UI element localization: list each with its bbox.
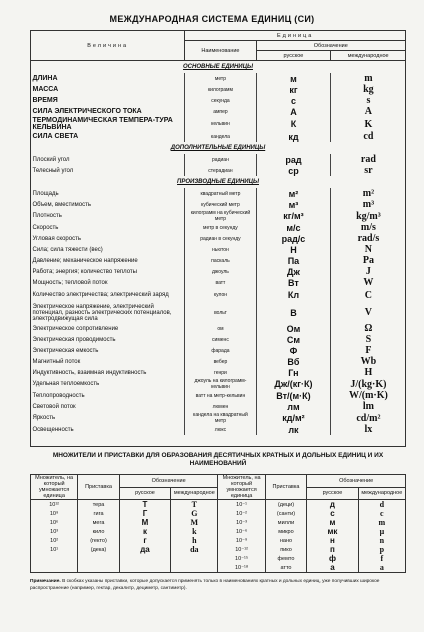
multiplier-cell-m1: 10⁹ <box>31 509 78 518</box>
multiplier-cell-p2: микро <box>265 527 307 536</box>
multipliers-title: МНОЖИТЕЛИ И ПРИСТАВКИ ДЛЯ ОБРАЗОВАНИЯ ДЕСЯТИЧНЫХ КРАТНЫХ И ДОЛЬНЫХ ЕДИНИЦ И ИХ НАИМЕНОВАНИЙ <box>52 452 384 467</box>
unit-name-cell: кулон <box>185 288 256 302</box>
table-row <box>31 233 406 244</box>
multiplier-cell-p2: атто <box>265 563 307 573</box>
header-designation: Обозначение <box>256 41 405 51</box>
multiplier-cell-r1 <box>119 563 170 573</box>
unit-name-cell: радиан в секунду <box>185 233 256 244</box>
multiplier-row <box>31 554 406 563</box>
international-symbol-cell: m <box>331 73 406 84</box>
international-symbol-cell: cd <box>331 131 406 142</box>
table-row <box>31 154 406 165</box>
table-row <box>31 222 406 233</box>
international-symbol-cell: m³ <box>331 199 406 210</box>
multiplier-cell-i2: f <box>358 554 405 563</box>
russian-symbol-cell: ср <box>256 165 331 176</box>
mult-header-russian-2: русское <box>307 487 358 500</box>
quantity-cell: Сила; сила тяжести (вес) <box>32 246 103 253</box>
international-symbol-cell: F <box>331 345 406 356</box>
header-name: Наименование <box>185 41 256 61</box>
table-row <box>31 367 406 378</box>
multiplier-cell-m2: 10⁻² <box>218 509 265 518</box>
multiplier-cell-i2: d <box>358 500 405 510</box>
quantity-cell: Площадь <box>32 190 59 197</box>
multiplier-cell-m1 <box>31 563 78 573</box>
russian-symbol-cell: кг <box>256 84 331 95</box>
mult-header-prefix-2: Приставка <box>265 475 307 500</box>
international-symbol-cell: A <box>331 106 406 117</box>
table-row <box>31 390 406 401</box>
table-row <box>31 131 406 142</box>
section-title: ДОПОЛНИТЕЛЬНЫЕ ЕДИНИЦЫ <box>170 145 266 151</box>
russian-symbol-cell: лк <box>256 424 331 435</box>
quantity-cell: МАССА <box>32 86 59 93</box>
russian-symbol-cell: м² <box>256 188 331 199</box>
multiplier-cell-p2: нано <box>265 536 307 545</box>
multiplier-cell-r2: мк <box>307 527 358 536</box>
multiplier-cell-m1: 10³ <box>31 527 78 536</box>
section-header-row <box>31 142 406 154</box>
international-symbol-cell: H <box>331 367 406 378</box>
russian-symbol-cell: К <box>256 117 331 131</box>
international-symbol-cell: S <box>331 334 406 345</box>
multiplier-cell-i1: k <box>171 527 218 536</box>
multiplier-cell-p2: (санти) <box>265 509 307 518</box>
unit-name-cell: килограмм <box>185 84 256 95</box>
international-symbol-cell: lm <box>331 401 406 412</box>
unit-name-cell: стерадиан <box>185 165 256 176</box>
quantity-cell: Электрическая проводимость <box>32 336 116 343</box>
unit-name-cell: джоуль на килограмм-кельвин <box>185 378 256 390</box>
note-text: В скобках указаны приставки, которые допускается применять только в наименованиях кратных и дольных единиц, уже получивших широкое распространение (например, гектар, декалитр, дециметр, сантиметр). <box>30 579 380 591</box>
international-symbol-cell: rad <box>331 154 406 165</box>
international-symbol-cell: lx <box>331 424 406 435</box>
international-symbol-cell: kg <box>331 84 406 95</box>
quantity-cell: Телесный угол <box>32 167 74 174</box>
multiplier-cell-m2: 10⁻⁹ <box>218 536 265 545</box>
table-row <box>31 401 406 412</box>
international-symbol-cell: N <box>331 244 406 255</box>
quantity-cell: Плоский угол <box>32 156 70 163</box>
unit-name-cell: паскаль <box>185 255 256 266</box>
multiplier-cell-p1: (гекто) <box>78 536 120 545</box>
unit-name-cell: ньютон <box>185 244 256 255</box>
mult-header-designation-2: Обозначение <box>307 475 406 488</box>
multiplier-cell-r2: п <box>307 545 358 554</box>
table-row <box>31 302 406 323</box>
header-quantity: Величина <box>31 31 185 61</box>
multiplier-cell-m1: 10¹² <box>31 500 78 510</box>
unit-name-cell: вебер <box>185 356 256 367</box>
multiplier-cell-i2: μ <box>358 527 405 536</box>
quantity-cell: СИЛА ЭЛЕКТРИЧЕСКОГО ТОКА <box>32 108 142 115</box>
multiplier-cell-i1 <box>171 554 218 563</box>
multiplier-cell-p1 <box>78 563 120 573</box>
quantity-cell: ТЕРМОДИНАМИЧЕСКАЯ ТЕМПЕРА-ТУРА КЕЛЬВИНА <box>32 117 173 131</box>
russian-symbol-cell: См <box>256 334 331 345</box>
russian-symbol-cell: Ом <box>256 323 331 334</box>
multiplier-cell-m2: 10⁻³ <box>218 518 265 527</box>
multiplier-cell-m1 <box>31 554 78 563</box>
multiplier-cell-r1 <box>119 554 170 563</box>
multiplier-cell-r1: М <box>119 518 170 527</box>
multiplier-cell-p2: фемто <box>265 554 307 563</box>
multiplier-cell-p1: мега <box>78 518 120 527</box>
page-title: МЕЖДУНАРОДНАЯ СИСТЕМА ЕДИНИЦ (СИ) <box>109 14 315 24</box>
quantity-cell: Электрическая емкость <box>32 347 99 354</box>
russian-symbol-cell: кг/м³ <box>256 210 331 222</box>
russian-symbol-cell: м³ <box>256 199 331 210</box>
multiplier-cell-i1: h <box>171 536 218 545</box>
quantity-cell: Яркость <box>32 415 56 421</box>
russian-symbol-cell: м/с <box>256 222 331 233</box>
multipliers-body <box>31 500 406 573</box>
multiplier-cell-p1: (дека) <box>78 545 120 554</box>
si-table-body <box>31 61 406 436</box>
quantity-cell: Угловая скорость <box>32 235 81 242</box>
table-row <box>31 345 406 356</box>
quantity-cell: Давление; механическое напряжение <box>32 257 138 264</box>
table-row <box>31 210 406 222</box>
unit-name-cell: килограмм на кубический метр <box>185 210 256 222</box>
international-symbol-cell: kg/m³ <box>331 210 406 222</box>
table-row <box>31 117 406 131</box>
quantity-cell: Количество электричества; электрический заряд <box>32 292 169 298</box>
unit-name-cell: квадратный метр <box>185 188 256 199</box>
unit-name-cell: вольт <box>185 302 256 323</box>
table-row <box>31 188 406 199</box>
russian-symbol-cell: Н <box>256 244 331 255</box>
multiplier-cell-i1: T <box>171 500 218 510</box>
russian-symbol-cell: кд/м² <box>256 412 331 424</box>
international-symbol-cell: V <box>331 302 406 323</box>
international-symbol-cell: sr <box>331 165 406 176</box>
header-russian: русское <box>256 51 331 61</box>
multiplier-cell-r2: д <box>307 500 358 510</box>
unit-name-cell: секунда <box>185 95 256 106</box>
multiplier-cell-p2: милли <box>265 518 307 527</box>
multiplier-cell-m1: 10² <box>31 536 78 545</box>
multiplier-row <box>31 518 406 527</box>
multiplier-cell-m2: 10⁻¹⁸ <box>218 563 265 573</box>
multiplier-cell-m2: 10⁻¹⁵ <box>218 554 265 563</box>
section-header-row <box>31 61 406 74</box>
unit-name-cell: люкс <box>185 424 256 435</box>
header-international: международное <box>331 51 406 61</box>
russian-symbol-cell: с <box>256 95 331 106</box>
international-symbol-cell: W/(m·K) <box>331 390 406 401</box>
multiplier-cell-p2: пико <box>265 545 307 554</box>
note-label: Примечание. <box>30 579 61 584</box>
quantity-cell: Мощность; тепловой поток <box>32 279 108 286</box>
multiplier-cell-m2: 10⁻¹² <box>218 545 265 554</box>
table-row <box>31 424 406 435</box>
quantity-cell: Электрическое напряжение, электрический потенциал, разность электрических потенциалов, электродвижущая сила <box>32 303 172 322</box>
unit-name-cell: кандела на квадратный метр <box>185 412 256 424</box>
multiplier-cell-r1: да <box>119 545 170 554</box>
multiplier-cell-p1 <box>78 554 120 563</box>
russian-symbol-cell: А <box>256 106 331 117</box>
unit-name-cell: кандела <box>185 131 256 142</box>
russian-symbol-cell: Дж <box>256 266 331 277</box>
multiplier-cell-i2: n <box>358 536 405 545</box>
unit-name-cell: ом <box>185 323 256 334</box>
international-symbol-cell: Wb <box>331 356 406 367</box>
multiplier-cell-r2: м <box>307 518 358 527</box>
unit-name-cell: джоуль <box>185 266 256 277</box>
russian-symbol-cell: рад/с <box>256 233 331 244</box>
table-row <box>31 277 406 288</box>
mult-header-prefix-1: Приставка <box>78 475 120 500</box>
multiplier-cell-r1: Г <box>119 509 170 518</box>
unit-name-cell: кубический метр <box>185 199 256 210</box>
mult-header-international-1: международное <box>171 487 218 500</box>
russian-symbol-cell: Дж/(кг·К) <box>256 378 331 390</box>
multiplier-cell-m2: 10⁻⁶ <box>218 527 265 536</box>
multiplier-cell-p1: тера <box>78 500 120 510</box>
multiplier-cell-r2: а <box>307 563 358 573</box>
multiplier-row <box>31 527 406 536</box>
russian-symbol-cell: Гн <box>256 367 331 378</box>
table-row <box>31 412 406 424</box>
unit-name-cell: люмен <box>185 401 256 412</box>
header-units: Единица <box>185 31 406 41</box>
international-symbol-cell: m/s <box>331 222 406 233</box>
russian-symbol-cell: Па <box>256 255 331 266</box>
section-title: ПРОИЗВОДНЫЕ ЕДИНИЦЫ <box>177 179 259 185</box>
table-row <box>31 199 406 210</box>
multiplier-cell-r1: Т <box>119 500 170 510</box>
multiplier-row <box>31 509 406 518</box>
multiplier-cell-i1: M <box>171 518 218 527</box>
table-row <box>31 288 406 302</box>
russian-symbol-cell: Кл <box>256 288 331 302</box>
table-row <box>31 356 406 367</box>
unit-name-cell: метр <box>185 73 256 84</box>
russian-symbol-cell: В <box>256 302 331 323</box>
russian-symbol-cell: лм <box>256 401 331 412</box>
table-row <box>31 266 406 277</box>
quantity-cell: ДЛИНА <box>32 75 58 82</box>
quantity-cell: Объем, вместимость <box>32 201 91 208</box>
mult-header-international-2: международное <box>358 487 405 500</box>
multiplier-cell-r1: к <box>119 527 170 536</box>
russian-symbol-cell: Вт/(м·К) <box>256 390 331 401</box>
section-header-row <box>31 176 406 188</box>
multiplier-cell-i1: G <box>171 509 218 518</box>
multiplier-row <box>31 500 406 510</box>
quantity-cell: Освещенность <box>32 426 74 433</box>
si-units-table <box>30 30 406 435</box>
russian-symbol-cell: кд <box>256 131 331 142</box>
quantity-cell: Индуктивность, взаимная индуктивность <box>32 369 147 376</box>
table-row <box>31 73 406 84</box>
mult-header-russian-1: русское <box>119 487 170 500</box>
note <box>30 578 406 592</box>
russian-symbol-cell: Вт <box>256 277 331 288</box>
international-symbol-cell: J/(kg·K) <box>331 378 406 390</box>
international-symbol-cell: Pa <box>331 255 406 266</box>
quantity-cell: Плотность <box>32 213 62 219</box>
table-row <box>31 106 406 117</box>
quantity-cell: Удельная теплоемкость <box>32 381 100 387</box>
unit-name-cell: ватт <box>185 277 256 288</box>
international-symbol-cell: K <box>331 117 406 131</box>
multiplier-cell-r2: ф <box>307 554 358 563</box>
multiplier-cell-m1: 10⁶ <box>31 518 78 527</box>
multiplier-cell-i2: m <box>358 518 405 527</box>
quantity-cell: Световой поток <box>32 403 76 410</box>
multiplier-cell-i2: c <box>358 509 405 518</box>
table-row <box>31 244 406 255</box>
unit-name-cell: фарада <box>185 345 256 356</box>
quantity-cell: Магнитный поток <box>32 358 81 365</box>
multiplier-cell-r2: с <box>307 509 358 518</box>
multiplier-cell-r2: н <box>307 536 358 545</box>
international-symbol-cell: s <box>331 95 406 106</box>
quantity-cell: Работа; энергия; количество теплоты <box>32 268 137 275</box>
international-symbol-cell: C <box>331 288 406 302</box>
table-row <box>31 255 406 266</box>
table-row <box>31 84 406 95</box>
multiplier-cell-i2: a <box>358 563 405 573</box>
unit-name-cell: кельвин <box>185 117 256 131</box>
table-row <box>31 95 406 106</box>
unit-name-cell: метр в секунду <box>185 222 256 233</box>
mult-header-designation-1: Обозначение <box>119 475 218 488</box>
table-row <box>31 323 406 334</box>
unit-name-cell: ампер <box>185 106 256 117</box>
table-row <box>31 378 406 390</box>
quantity-cell: Электрическое сопротивление <box>32 325 119 332</box>
unit-name-cell: ватт на метр-кельвин <box>185 390 256 401</box>
multiplier-row <box>31 563 406 573</box>
russian-symbol-cell: м <box>256 73 331 84</box>
international-symbol-cell: Ω <box>331 323 406 334</box>
quantity-cell: СИЛА СВЕТА <box>32 133 79 140</box>
multiplier-cell-m1: 10¹ <box>31 545 78 554</box>
unit-name-cell: генри <box>185 367 256 378</box>
multiplier-cell-i1 <box>171 563 218 573</box>
russian-symbol-cell: Ф <box>256 345 331 356</box>
section-title: ОСНОВНЫЕ ЕДИНИЦЫ <box>182 64 253 70</box>
quantity-cell: Теплопроводность <box>32 392 85 399</box>
unit-name-cell: радиан <box>185 154 256 165</box>
multiplier-cell-r1: г <box>119 536 170 545</box>
multiplier-row <box>31 536 406 545</box>
international-symbol-cell: cd/m² <box>331 412 406 424</box>
international-symbol-cell: J <box>331 266 406 277</box>
unit-name-cell: сименс <box>185 334 256 345</box>
quantity-cell: ВРЕМЯ <box>32 97 58 104</box>
multiplier-cell-p1: кило <box>78 527 120 536</box>
international-symbol-cell: rad/s <box>331 233 406 244</box>
multiplier-cell-m2: 10⁻¹ <box>218 500 265 510</box>
multiplier-cell-i1: da <box>171 545 218 554</box>
table-row <box>31 165 406 176</box>
russian-symbol-cell: Вб <box>256 356 331 367</box>
mult-header-multiplier-1: Множитель, на который умножается единица <box>31 475 78 500</box>
international-symbol-cell: W <box>331 277 406 288</box>
multiplier-cell-i2: p <box>358 545 405 554</box>
quantity-cell: Скорость <box>32 224 59 231</box>
international-symbol-cell: m² <box>331 188 406 199</box>
russian-symbol-cell: рад <box>256 154 331 165</box>
table-row <box>31 334 406 345</box>
mult-header-multiplier-2: Множитель, на который умножается единица <box>218 475 265 500</box>
multiplier-row <box>31 545 406 554</box>
multiplier-cell-p1: гига <box>78 509 120 518</box>
multipliers-table <box>30 474 406 573</box>
multiplier-cell-p2: (деци) <box>265 500 307 510</box>
